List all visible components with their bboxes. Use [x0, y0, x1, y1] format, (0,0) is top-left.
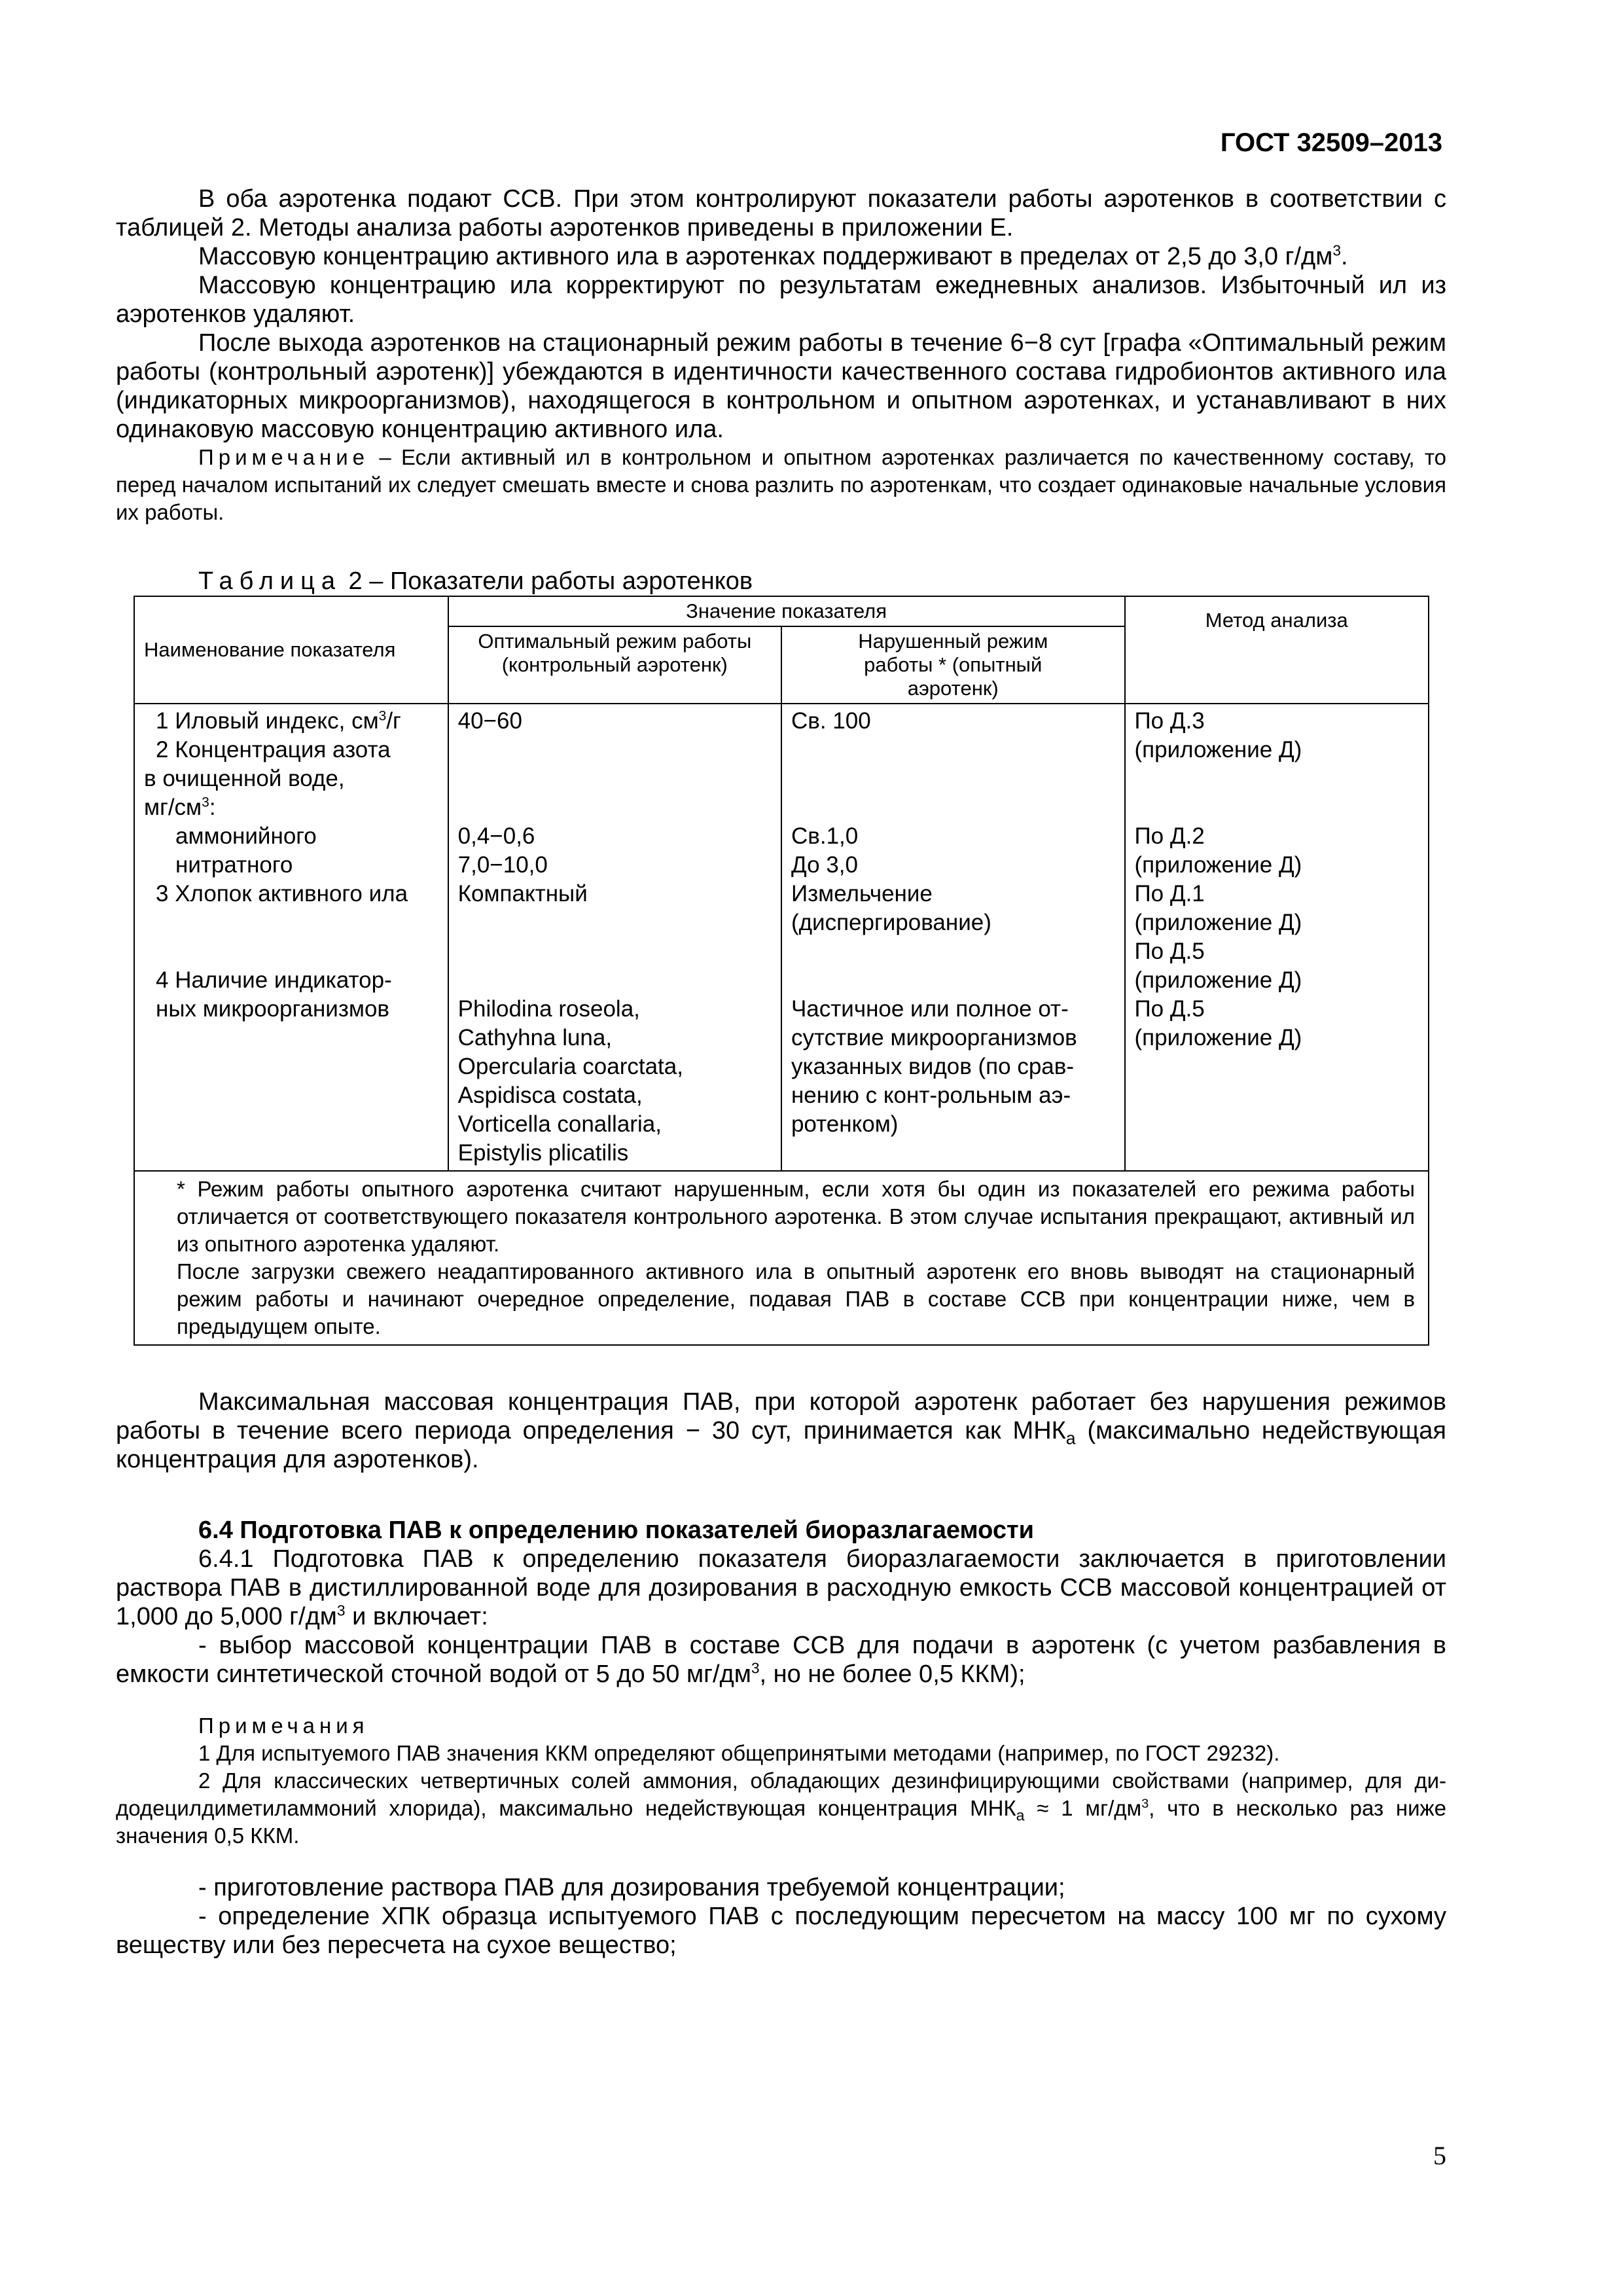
- bullet-1-text: - выбор массовой концентрации ПАВ в составе ССВ для подачи в аэротенк (с учетом разбавления в емкости синтетической сточной водой от 5 до 50 мг/дм: [116, 1632, 1446, 1688]
- row1-optimal: 40−60: [457, 708, 522, 734]
- method-3: По Д.1: [1134, 881, 1205, 906]
- method-5-appendix: (приложение Д): [1134, 1025, 1302, 1050]
- method-1: По Д.3: [1134, 708, 1205, 734]
- header-broken-line: аэротенк): [907, 677, 999, 700]
- paragraph-6-4-1-end: и включает:: [345, 1603, 488, 1630]
- note-2-sub: а: [1016, 1806, 1025, 1824]
- notes-label: [198, 1712, 1446, 1740]
- paragraph-2-end: .: [1341, 243, 1348, 270]
- column-name: [134, 704, 448, 1171]
- row3-name: 3 Хлопок активного ила: [156, 881, 408, 906]
- header-value: Значение показателя: [448, 596, 1125, 626]
- row2-unit-sup: 3: [202, 795, 209, 810]
- section-title: 6.4 Подготовка ПАВ к определению показателей биоразлагаемости: [198, 1516, 1034, 1544]
- row4-name-line: ных микроорганизмов: [156, 996, 390, 1022]
- row4-name: 4 Наличие индикатор-: [156, 967, 392, 993]
- document-id-header: ГОСТ 32509–2013: [1220, 128, 1442, 157]
- row1-name-sup: 3: [378, 708, 387, 724]
- spacer: [458, 736, 772, 822]
- paragraph-5-text: Максимальная массовая концентрация ПАВ, при которой аэротенк работает без нарушения режимов работы в течение всего периода определения − 30 сут, принимается как МНК: [116, 1388, 1446, 1444]
- bullet-1-sup: 3: [751, 1659, 760, 1677]
- table-caption-label: Таблица: [198, 567, 342, 595]
- row2-ammonium: аммонийного: [175, 823, 317, 849]
- row4-optimal-organism: Opercularia coarctata,: [457, 1054, 683, 1079]
- spacer: [458, 908, 772, 995]
- table-body-row: [134, 704, 1429, 1171]
- paragraph-2-text: Массовую концентрацию активного ила в аэротенках поддерживают в пределах от 2,5 до 3,0 г/дм: [198, 243, 1333, 270]
- footnote-2: После загрузки свежего неадаптированного активного ила в опытный аэротенк его вновь выводят на стационарный режим работы и начинают очередное определение, подавая ПАВ в составе ССВ при концентрации ниже, чем в предыдущем опыте.: [177, 1259, 1415, 1338]
- row2-unit-text: мг/см: [144, 795, 202, 820]
- table-footnote-row: [134, 1171, 1429, 1345]
- method-3-appendix: (приложение Д): [1134, 910, 1302, 935]
- row3-broken: Измельчение: [791, 881, 933, 906]
- note-2-text: 2 Для классических четвертичных солей аммония, обладающих дезинфицирующими свойствами (например, для ди-додецилдиметиламмоний хлорида), максимально недействующая концентрация МНК: [116, 1768, 1446, 1820]
- spacer: [144, 908, 438, 966]
- page-content: [116, 185, 1446, 1960]
- spacer: [1135, 764, 1419, 822]
- paragraph-6-4-1: [116, 1545, 1446, 1631]
- method-1-appendix: (приложение Д): [1134, 737, 1302, 762]
- spacer: [116, 1346, 1446, 1388]
- row1-broken: Св. 100: [791, 708, 871, 734]
- bullet-1-end: , но не более 0,5 ККМ);: [759, 1660, 1026, 1688]
- row4-broken-line: ротенком): [791, 1111, 899, 1137]
- row4-optimal-organism: Aspidisca costata,: [457, 1083, 643, 1108]
- column-method: [1125, 704, 1429, 1171]
- method-4-appendix: (приложение Д): [1134, 967, 1302, 993]
- note-2-sup: 3: [1141, 1797, 1149, 1811]
- spacer: [791, 736, 1115, 822]
- paragraph-1: В оба аэротенка подают ССВ. При этом контролируют показатели работы аэротенков в соответствии с таблицей 2. Методы анализа работы аэротенков приведены в приложении Е.: [116, 185, 1446, 242]
- header-method-text: Метод анализа: [1205, 609, 1348, 632]
- method-2: По Д.2: [1134, 823, 1205, 849]
- column-broken: [781, 704, 1125, 1171]
- paragraph-6-4-1-sup: 3: [336, 1602, 346, 1619]
- note-item-1: 1 Для испытуемого ПАВ значения ККМ определяют общепринятыми методами (например, по ГОСТ 29232).: [198, 1741, 1280, 1765]
- bullet-1: [116, 1631, 1446, 1689]
- paragraph-6-4-1-text: 6.4.1 Подготовка ПАВ к определению показателя биоразлагаемости заключается в приготовлении раствора ПАВ в дистиллированной воде для дозирования в расходную емкость ССВ массовой концентрацией от 1,000 до 5,000 г/дм: [116, 1545, 1446, 1630]
- bullet-2: - приготовление раствора ПАВ для дозирования требуемой концентрации;: [198, 1874, 1065, 1901]
- table-header-row-1: [134, 596, 1429, 626]
- row2-ammonium-broken: Св.1,0: [791, 823, 859, 849]
- row3-broken-line: (диспергирование): [791, 910, 991, 935]
- column-optimal: [448, 704, 781, 1171]
- spacer: [116, 1689, 1446, 1712]
- note-text: – Если активный ил в контрольном и опытном аэротенках различается по качественному составу, то перед началом испытаний их следует смешать вместе и снова разлить по аэротенкам, что создает одинаковые начальные условия их работы.: [116, 445, 1446, 524]
- paragraph-2: [116, 242, 1446, 271]
- row4-broken-line: нению с конт-рольным аэ-: [791, 1083, 1071, 1108]
- note-1: [116, 444, 1446, 526]
- header-method: [1125, 596, 1429, 704]
- note-2-approx: ≈ 1 мг/дм: [1024, 1796, 1142, 1820]
- bullet-3: - определение ХПК образца испытуемого ПАВ с последующим пересчетом на массу 100 мг по сухому веществу или без пересчета на сухое вещество;: [116, 1903, 1446, 1959]
- row4-optimal-organism: Cathyhna luna,: [457, 1025, 613, 1050]
- row4-broken-line: Частичное или полное от-: [791, 996, 1069, 1022]
- table-caption: [198, 567, 1446, 596]
- paragraph-4: После выхода аэротенков на стационарный режим работы в течение 6−8 сут [графа «Оптимальный режим работы (контрольный аэротенк)] убеждаются в идентичности качественного состава гидробионтов активного ила (индикаторных микроорганизмов), находящегося в контрольном и опытном аэротенках, и устанавливают в них одинаковую массовую концентрацию активного ила.: [116, 329, 1446, 443]
- row2-name-line: в очищенной воде,: [144, 766, 345, 791]
- row4-optimal-organism: Vorticella conallaria,: [457, 1111, 662, 1137]
- header-broken: [781, 626, 1125, 704]
- row3-optimal: Компактный: [457, 881, 588, 906]
- row1-name-text: 1 Иловый индекс, см: [156, 708, 379, 734]
- row2-unit-colon: :: [209, 795, 216, 820]
- note-label: Примечание: [198, 445, 370, 469]
- row4-broken-line: указанных видов (по срав-: [791, 1054, 1074, 1079]
- row2-nitrate-optimal: 7,0−10,0: [457, 852, 548, 878]
- row1-name-unit: /г: [386, 708, 401, 734]
- table-footnote: [134, 1171, 1429, 1345]
- table-2: [134, 596, 1429, 1346]
- header-broken-line: Нарушенный режим: [858, 630, 1048, 653]
- page-number: 5: [1433, 2141, 1446, 2170]
- table-caption-text: 2 – Показатели работы аэротенков: [342, 567, 753, 595]
- row2-ammonium-optimal: 0,4−0,6: [457, 823, 535, 849]
- header-broken-line: работы * (опытный: [864, 653, 1043, 676]
- method-2-appendix: (приложение Д): [1134, 852, 1302, 878]
- paragraph-5-end: (максимально недействующая концентрация для аэротенков).: [116, 1417, 1446, 1473]
- method-5: По Д.5: [1134, 996, 1205, 1022]
- row2-nitrate: нитратного: [175, 852, 293, 878]
- notes-label-text: Примечания: [198, 1713, 369, 1738]
- paragraph-5-sub: а: [1065, 1428, 1076, 1448]
- header-name: Наименование показателя: [134, 596, 448, 704]
- paragraph-5: [116, 1388, 1446, 1474]
- header-optimal: Оптимальный режим работы (контрольный аэротенк): [448, 626, 781, 704]
- spacer: [116, 1850, 1446, 1873]
- spacer: [791, 937, 1115, 995]
- note-2-end: , что в несколько раз ниже значения 0,5 ККМ.: [116, 1796, 1446, 1848]
- row4-optimal-organism: Philodina roseola,: [457, 996, 640, 1022]
- row2-nitrate-broken: До 3,0: [791, 852, 858, 878]
- footnote-1: * Режим работы опытного аэротенка считают нарушенным, если хотя бы один из показателей его режима работы отличается от соответствующего показателя контрольного аэротенка. В этом случае испытания прекращают, активный ил из опытного аэротенка удаляют.: [177, 1177, 1415, 1256]
- row2-name-unit: [144, 793, 438, 822]
- note-item-2: [116, 1767, 1446, 1850]
- paragraph-3: Массовую концентрацию ила корректируют по результатам ежедневных анализов. Избыточный ил из аэротенков удаляют.: [116, 272, 1446, 328]
- row4-broken-line: сутствие микроорганизмов: [791, 1025, 1077, 1050]
- row4-optimal-organism: Epistylis plicatilis: [457, 1140, 629, 1166]
- paragraph-2-sup: 3: [1332, 242, 1342, 259]
- row1-name: [144, 707, 438, 736]
- method-4: По Д.5: [1134, 939, 1205, 964]
- row2-name: 2 Концентрация азота: [156, 737, 391, 762]
